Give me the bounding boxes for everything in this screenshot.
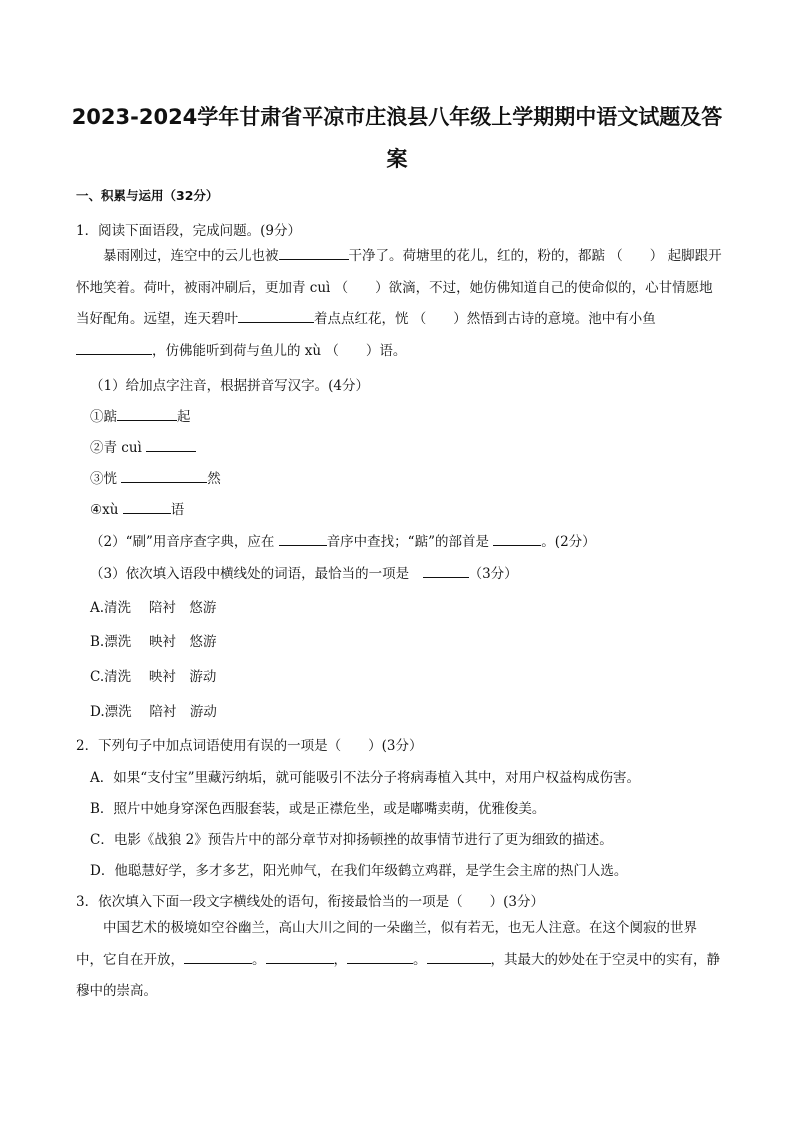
q1-sub2: （2）“刷”用音序查字典，应在 音序中查找；“踮”的部首是 。(2分） xyxy=(90,534,596,550)
q1-option-b: B.漂洗 映衬 悠游 xyxy=(90,634,217,650)
q2-option-c: C．电影《战狼 2》预告片中的部分章节对抑扬顿挫的故事情节进行了更为细致的描述。 xyxy=(90,832,613,848)
q1-stem: 1．阅读下面语段，完成问题。(9分） xyxy=(76,223,301,239)
exam-title-line1: 2023-2024学年甘肃省平凉市庄浪县八年级上学期期中语文试题及答 xyxy=(71,105,723,129)
q1-option-a: A.清洗 陪衬 悠游 xyxy=(90,600,217,616)
q3-passage: 中国艺术的极境如空谷幽兰，高山大川之间的一朵幽兰，似有若无，也无人注意。在这个阒寂的世界中，它自在开放， 。 ， 。 ，其最大的妙处在于空灵中的实有，静穆中的崇高。 xyxy=(76,920,720,999)
q1-item-2: ②青 cuì xyxy=(90,436,196,456)
q2-stem: 2．下列句子中加点词语使用有误的一项是（ ）(3分） xyxy=(76,738,423,754)
q2-option-b: B．照片中她身穿深色西服套装，或是正襟危坐，或是嘟嘴卖萌，优雅俊美。 xyxy=(90,801,546,817)
q3-stem: 3．依次填入下面一段文字横线处的语句，衔接最恰当的一项是（ ）(3分） xyxy=(76,894,544,910)
q2-option-d: D．他聪慧好学，多才多艺，阳光帅气，在我们年级鹤立鸡群，是学生会主席的热门人选。 xyxy=(90,863,628,879)
q1-passage: 暴雨刚过，连空中的云儿也被 干净了。荷塘里的花儿，红的，粉的，都踮 （ ） 起脚跟开怀地笑着。荷叶，被雨冲刷后，更加青 cuì （ ）欲滴，不过，她仿佛知道自己的使命似的，心甘情愿地当好配角。远望，连天碧叶 着点点红花，恍 （ ）然悟到古诗的意境。池中有小鱼，仿佛能听到荷与鱼儿的 xù （ ）语。 xyxy=(76,248,722,359)
q1-item-4: ④xù 语 xyxy=(90,502,185,518)
q1-sub1: （1）给加点字注音，根据拼音写汉字。(4分） xyxy=(90,378,369,394)
q1-item-1: ①踮 起 xyxy=(90,409,191,425)
q2-option-a: A．如果“支付宝”里藏污纳垢，就可能吸引不法分子将病毒植入其中，对用户权益构成伤害。 xyxy=(90,770,641,786)
exam-title-line2: 案 xyxy=(386,147,408,171)
q1-option-c: C.清洗 映衬 游动 xyxy=(90,669,217,685)
section-heading: 一、积累与运用（32分） xyxy=(76,188,219,203)
q1-sub3: （3）依次填入语段中横线处的词语，最恰当的一项是 （3分） xyxy=(90,566,518,582)
q1-option-d: D.漂洗 陪衬 游动 xyxy=(90,704,217,720)
q1-item-3: ③恍 然 xyxy=(90,471,221,487)
